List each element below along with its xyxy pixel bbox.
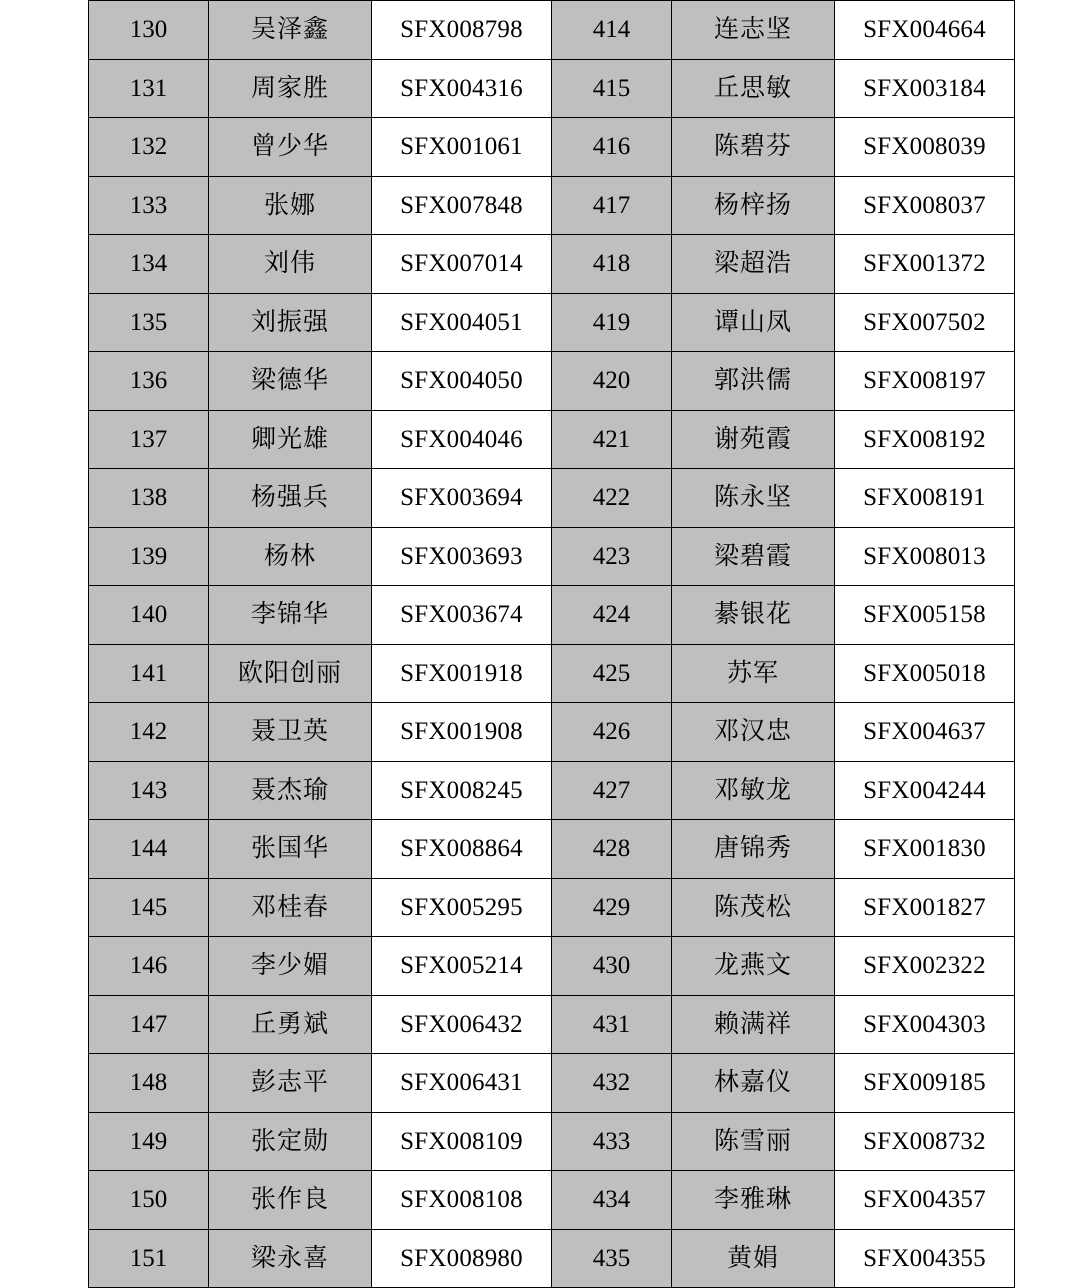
table-row: [89, 761, 1015, 820]
cell-right-code: SFX001372: [835, 235, 1015, 294]
cell-right-code: SFX008039: [835, 118, 1015, 177]
cell-left-name: 梁永喜: [209, 1229, 372, 1288]
cell-left-name: 聂杰瑜: [209, 761, 372, 820]
cell-right-name: 唐锦秀: [672, 820, 835, 879]
cell-right-code: SFX005158: [835, 586, 1015, 645]
table-row: [89, 469, 1015, 528]
table-row: [89, 410, 1015, 469]
cell-right-index: 415: [552, 59, 672, 118]
cell-right-index: 423: [552, 527, 672, 586]
cell-right-name: 郭洪儒: [672, 352, 835, 411]
cell-right-code: SFX008732: [835, 1112, 1015, 1171]
cell-left-index: 144: [89, 820, 209, 879]
cell-left-code: SFX007848: [372, 176, 552, 235]
cell-left-index: 140: [89, 586, 209, 645]
cell-left-index: 134: [89, 235, 209, 294]
cell-right-code: SFX004637: [835, 703, 1015, 762]
cell-left-code: SFX004316: [372, 59, 552, 118]
cell-right-name: 陈雪丽: [672, 1112, 835, 1171]
cell-left-code: SFX003674: [372, 586, 552, 645]
cell-left-index: 138: [89, 469, 209, 528]
cell-right-name: 李雅琳: [672, 1171, 835, 1230]
cell-right-index: 414: [552, 1, 672, 60]
cell-left-index: 130: [89, 1, 209, 60]
table-row: [89, 59, 1015, 118]
cell-left-name: 张定勋: [209, 1112, 372, 1171]
cell-right-index: 426: [552, 703, 672, 762]
table-row: [89, 1054, 1015, 1113]
cell-left-index: 150: [89, 1171, 209, 1230]
cell-right-code: SFX001830: [835, 820, 1015, 879]
cell-left-index: 147: [89, 995, 209, 1054]
table-row: [89, 176, 1015, 235]
cell-right-name: 林嘉仪: [672, 1054, 835, 1113]
cell-left-code: SFX007014: [372, 235, 552, 294]
cell-right-index: 420: [552, 352, 672, 411]
cell-left-index: 141: [89, 644, 209, 703]
cell-left-index: 148: [89, 1054, 209, 1113]
cell-left-code: SFX003694: [372, 469, 552, 528]
cell-right-code: SFX004244: [835, 761, 1015, 820]
table-row: [89, 995, 1015, 1054]
cell-left-code: SFX008245: [372, 761, 552, 820]
cell-left-index: 151: [89, 1229, 209, 1288]
cell-left-name: 聂卫英: [209, 703, 372, 762]
cell-left-code: SFX004046: [372, 410, 552, 469]
cell-left-index: 133: [89, 176, 209, 235]
cell-right-code: SFX009185: [835, 1054, 1015, 1113]
cell-left-code: SFX008109: [372, 1112, 552, 1171]
cell-right-code: SFX002322: [835, 937, 1015, 996]
cell-right-index: 427: [552, 761, 672, 820]
cell-left-name: 张国华: [209, 820, 372, 879]
cell-right-name: 谢苑霞: [672, 410, 835, 469]
cell-right-name: 梁碧霞: [672, 527, 835, 586]
cell-left-code: SFX008798: [372, 1, 552, 60]
cell-left-code: SFX004050: [372, 352, 552, 411]
cell-right-index: 417: [552, 176, 672, 235]
cell-left-index: 131: [89, 59, 209, 118]
cell-left-code: SFX008108: [372, 1171, 552, 1230]
cell-left-index: 139: [89, 527, 209, 586]
cell-left-name: 梁德华: [209, 352, 372, 411]
table-row: [89, 352, 1015, 411]
cell-left-name: 李少媚: [209, 937, 372, 996]
cell-left-index: 137: [89, 410, 209, 469]
cell-left-name: 刘伟: [209, 235, 372, 294]
cell-right-index: 425: [552, 644, 672, 703]
cell-left-name: 卿光雄: [209, 410, 372, 469]
cell-left-index: 142: [89, 703, 209, 762]
cell-right-index: 430: [552, 937, 672, 996]
cell-right-index: 432: [552, 1054, 672, 1113]
cell-left-code: SFX001918: [372, 644, 552, 703]
cell-right-name: 梁超浩: [672, 235, 835, 294]
cell-right-name: 陈碧芬: [672, 118, 835, 177]
cell-left-name: 曾少华: [209, 118, 372, 177]
table-row: [89, 937, 1015, 996]
cell-right-name: 邓汉忠: [672, 703, 835, 762]
cell-left-index: 136: [89, 352, 209, 411]
cell-left-index: 143: [89, 761, 209, 820]
cell-right-name: 杨梓扬: [672, 176, 835, 235]
table-row: [89, 586, 1015, 645]
cell-left-code: SFX001061: [372, 118, 552, 177]
cell-left-name: 邓桂春: [209, 878, 372, 937]
cell-right-index: 419: [552, 293, 672, 352]
cell-right-index: 418: [552, 235, 672, 294]
table-row: [89, 293, 1015, 352]
cell-left-index: 146: [89, 937, 209, 996]
cell-right-code: SFX007502: [835, 293, 1015, 352]
cell-left-name: 丘勇斌: [209, 995, 372, 1054]
cell-left-code: SFX006431: [372, 1054, 552, 1113]
cell-right-code: SFX008197: [835, 352, 1015, 411]
cell-right-name: 陈永坚: [672, 469, 835, 528]
cell-right-name: 连志坚: [672, 1, 835, 60]
cell-left-index: 132: [89, 118, 209, 177]
cell-right-name: 邓敏龙: [672, 761, 835, 820]
cell-right-index: 431: [552, 995, 672, 1054]
cell-left-name: 杨强兵: [209, 469, 372, 528]
cell-right-name: 陈茂松: [672, 878, 835, 937]
roster-table: [88, 0, 1015, 1288]
table-row: [89, 235, 1015, 294]
cell-right-code: SFX008013: [835, 527, 1015, 586]
table-row: [89, 118, 1015, 177]
cell-left-code: SFX005214: [372, 937, 552, 996]
cell-left-index: 145: [89, 878, 209, 937]
cell-left-name: 杨林: [209, 527, 372, 586]
cell-left-name: 彭志平: [209, 1054, 372, 1113]
table-row: [89, 703, 1015, 762]
table-row: [89, 820, 1015, 879]
cell-left-code: SFX008864: [372, 820, 552, 879]
cell-right-code: SFX008192: [835, 410, 1015, 469]
cell-right-name: 赖满祥: [672, 995, 835, 1054]
cell-left-name: 吴泽鑫: [209, 1, 372, 60]
cell-left-index: 135: [89, 293, 209, 352]
cell-left-code: SFX006432: [372, 995, 552, 1054]
cell-right-index: 428: [552, 820, 672, 879]
table-row: [89, 1171, 1015, 1230]
cell-right-name: 苏军: [672, 644, 835, 703]
cell-right-code: SFX008191: [835, 469, 1015, 528]
cell-right-name: 龙燕文: [672, 937, 835, 996]
cell-right-index: 422: [552, 469, 672, 528]
table-row: [89, 527, 1015, 586]
table-row: [89, 1229, 1015, 1288]
cell-right-name: 黄娟: [672, 1229, 835, 1288]
cell-right-code: SFX004357: [835, 1171, 1015, 1230]
table-row: [89, 644, 1015, 703]
cell-left-name: 欧阳创丽: [209, 644, 372, 703]
cell-right-code: SFX001827: [835, 878, 1015, 937]
cell-right-name: 谭山凤: [672, 293, 835, 352]
cell-right-code: SFX004355: [835, 1229, 1015, 1288]
cell-right-name: 丘思敏: [672, 59, 835, 118]
cell-right-code: SFX005018: [835, 644, 1015, 703]
cell-right-index: 416: [552, 118, 672, 177]
roster-table-body: [89, 1, 1015, 1288]
cell-right-index: 433: [552, 1112, 672, 1171]
cell-left-code: SFX005295: [372, 878, 552, 937]
table-row: [89, 1112, 1015, 1171]
cell-right-index: 435: [552, 1229, 672, 1288]
cell-left-code: SFX001908: [372, 703, 552, 762]
cell-left-name: 刘振强: [209, 293, 372, 352]
cell-left-name: 李锦华: [209, 586, 372, 645]
cell-left-name: 周家胜: [209, 59, 372, 118]
table-row: [89, 878, 1015, 937]
cell-right-code: SFX004664: [835, 1, 1015, 60]
cell-right-index: 434: [552, 1171, 672, 1230]
cell-left-code: SFX008980: [372, 1229, 552, 1288]
cell-left-index: 149: [89, 1112, 209, 1171]
cell-left-name: 张作良: [209, 1171, 372, 1230]
cell-left-code: SFX004051: [372, 293, 552, 352]
cell-left-name: 张娜: [209, 176, 372, 235]
cell-right-index: 429: [552, 878, 672, 937]
cell-right-code: SFX008037: [835, 176, 1015, 235]
cell-right-code: SFX003184: [835, 59, 1015, 118]
cell-right-index: 421: [552, 410, 672, 469]
cell-right-name: 綦银花: [672, 586, 835, 645]
cell-left-code: SFX003693: [372, 527, 552, 586]
cell-right-index: 424: [552, 586, 672, 645]
table-row: [89, 1, 1015, 60]
cell-right-code: SFX004303: [835, 995, 1015, 1054]
